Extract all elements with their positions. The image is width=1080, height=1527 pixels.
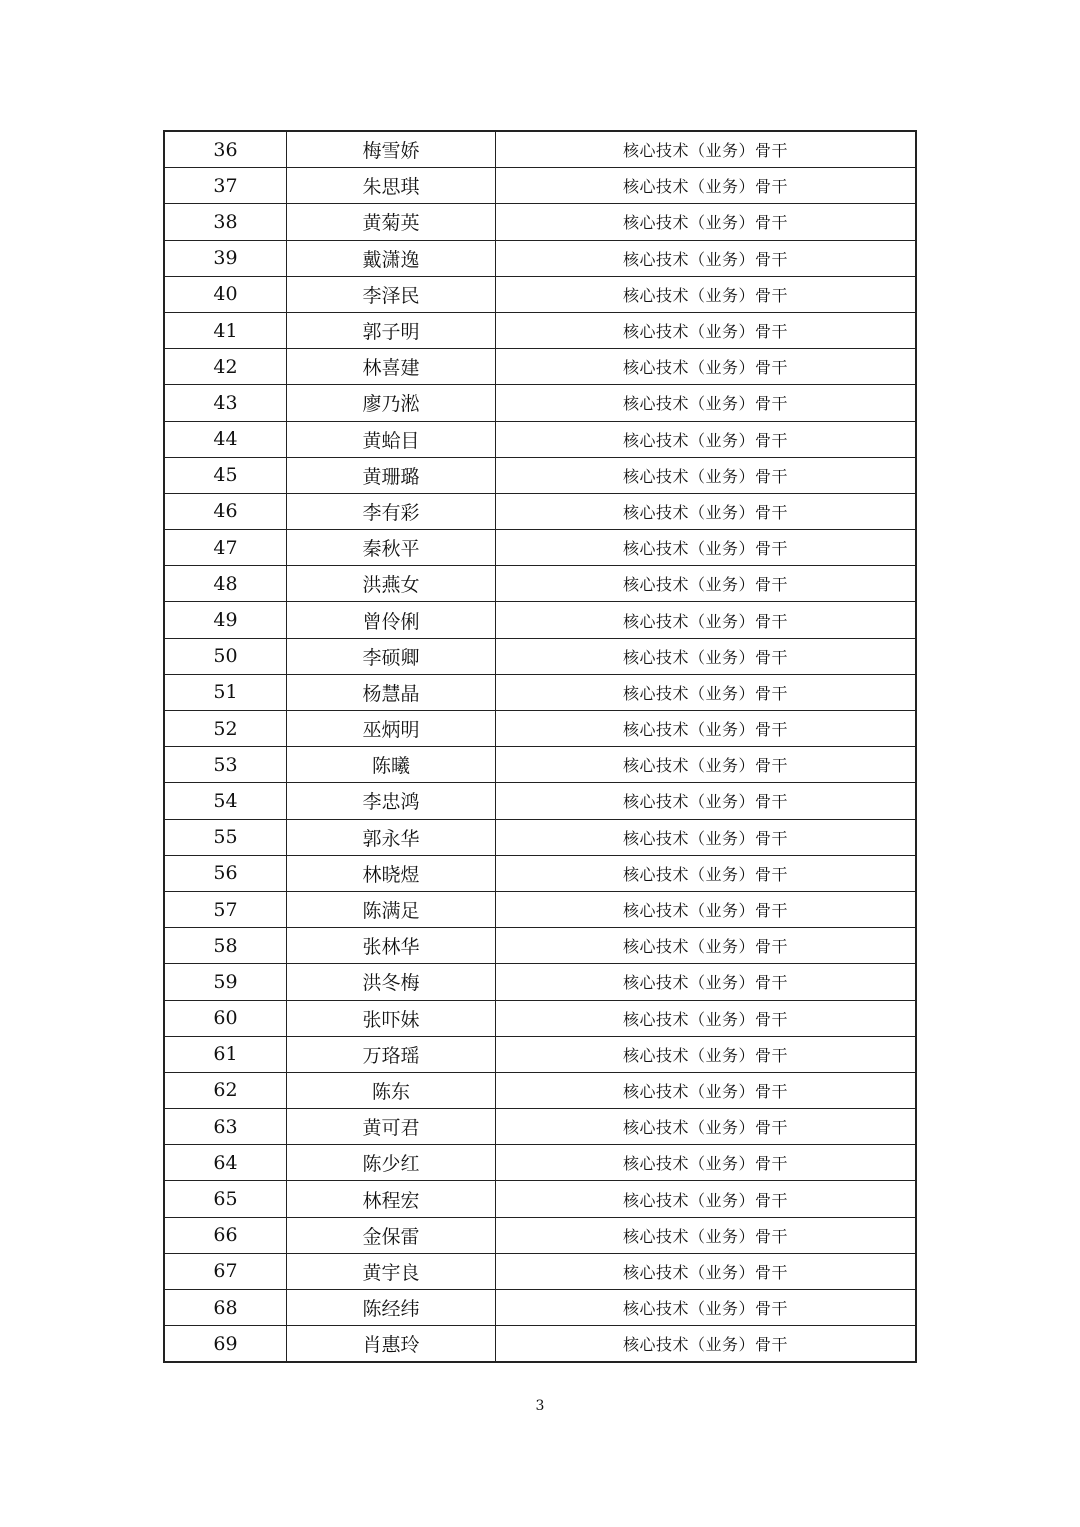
name-cell: 李泽民 [287,276,496,312]
name-cell: 陈满足 [287,891,496,927]
role-cell: 核心技术（业务）骨干 [496,964,917,1000]
row-number-cell: 66 [164,1217,287,1253]
table-row [164,1253,916,1289]
role-cell: 核心技术（业务）骨干 [496,457,917,493]
row-number-cell: 49 [164,602,287,638]
table-row [164,747,916,783]
row-number-cell: 53 [164,747,287,783]
row-number-cell: 69 [164,1326,287,1363]
table-row [164,674,916,710]
name-cell: 曾伶俐 [287,602,496,638]
role-cell: 核心技术（业务）骨干 [496,819,917,855]
name-cell: 洪燕女 [287,566,496,602]
name-cell: 陈经纬 [287,1290,496,1326]
roster-table [163,130,917,1363]
table-row [164,1000,916,1036]
name-cell: 黄宇良 [287,1253,496,1289]
table-row [164,928,916,964]
name-cell: 杨慧晶 [287,674,496,710]
name-cell: 洪冬梅 [287,964,496,1000]
role-cell: 核心技术（业务）骨干 [496,674,917,710]
name-cell: 朱思琪 [287,168,496,204]
row-number-cell: 47 [164,530,287,566]
row-number-cell: 50 [164,638,287,674]
row-number-cell: 38 [164,204,287,240]
table-row [164,855,916,891]
name-cell: 金保雷 [287,1217,496,1253]
table-row [164,1036,916,1072]
row-number-cell: 45 [164,457,287,493]
row-number-cell: 58 [164,928,287,964]
table-row [164,385,916,421]
table-row [164,240,916,276]
row-number-cell: 67 [164,1253,287,1289]
role-cell: 核心技术（业务）骨干 [496,204,917,240]
role-cell: 核心技术（业务）骨干 [496,747,917,783]
row-number-cell: 55 [164,819,287,855]
role-cell: 核心技术（业务）骨干 [496,1326,917,1363]
table-row [164,964,916,1000]
table-row [164,493,916,529]
row-number-cell: 39 [164,240,287,276]
role-cell: 核心技术（业务）骨干 [496,1072,917,1108]
table-row [164,457,916,493]
name-cell: 张吓妹 [287,1000,496,1036]
table-row [164,566,916,602]
table-row [164,638,916,674]
name-cell: 郭永华 [287,819,496,855]
name-cell: 林晓煜 [287,855,496,891]
name-cell: 李硕卿 [287,638,496,674]
role-cell: 核心技术（业务）骨干 [496,530,917,566]
row-number-cell: 46 [164,493,287,529]
role-cell: 核心技术（业务）骨干 [496,1217,917,1253]
role-cell: 核心技术（业务）骨干 [496,1290,917,1326]
name-cell: 戴潇逸 [287,240,496,276]
table-row [164,1109,916,1145]
name-cell: 巫炳明 [287,711,496,747]
table-row [164,783,916,819]
name-cell: 梅雪娇 [287,131,496,168]
role-cell: 核心技术（业务）骨干 [496,602,917,638]
name-cell: 林喜建 [287,349,496,385]
row-number-cell: 44 [164,421,287,457]
row-number-cell: 57 [164,891,287,927]
role-cell: 核心技术（业务）骨干 [496,131,917,168]
role-cell: 核心技术（业务）骨干 [496,891,917,927]
table-row [164,1326,916,1363]
table-row [164,530,916,566]
table-row [164,819,916,855]
table-row [164,312,916,348]
table-row [164,168,916,204]
row-number-cell: 65 [164,1181,287,1217]
row-number-cell: 40 [164,276,287,312]
row-number-cell: 61 [164,1036,287,1072]
name-cell: 黄菊英 [287,204,496,240]
name-cell: 张林华 [287,928,496,964]
table-row [164,1072,916,1108]
role-cell: 核心技术（业务）骨干 [496,240,917,276]
row-number-cell: 37 [164,168,287,204]
row-number-cell: 62 [164,1072,287,1108]
role-cell: 核心技术（业务）骨干 [496,385,917,421]
name-cell: 陈东 [287,1072,496,1108]
role-cell: 核心技术（业务）骨干 [496,1253,917,1289]
role-cell: 核心技术（业务）骨干 [496,421,917,457]
row-number-cell: 68 [164,1290,287,1326]
role-cell: 核心技术（业务）骨干 [496,638,917,674]
role-cell: 核心技术（业务）骨干 [496,1036,917,1072]
role-cell: 核心技术（业务）骨干 [496,928,917,964]
row-number-cell: 52 [164,711,287,747]
row-number-cell: 63 [164,1109,287,1145]
row-number-cell: 56 [164,855,287,891]
row-number-cell: 43 [164,385,287,421]
name-cell: 秦秋平 [287,530,496,566]
role-cell: 核心技术（业务）骨干 [496,711,917,747]
row-number-cell: 51 [164,674,287,710]
page-number: 3 [535,1398,545,1414]
name-cell: 黄珊璐 [287,457,496,493]
role-cell: 核心技术（业务）骨干 [496,168,917,204]
name-cell: 李忠鸿 [287,783,496,819]
name-cell: 陈曦 [287,747,496,783]
role-cell: 核心技术（业务）骨干 [496,783,917,819]
table-row [164,1217,916,1253]
role-cell: 核心技术（业务）骨干 [496,276,917,312]
row-number-cell: 41 [164,312,287,348]
role-cell: 核心技术（业务）骨干 [496,312,917,348]
role-cell: 核心技术（业务）骨干 [496,1181,917,1217]
row-number-cell: 42 [164,349,287,385]
table-row [164,204,916,240]
name-cell: 郭子明 [287,312,496,348]
table-row [164,1145,916,1181]
table-row [164,602,916,638]
row-number-cell: 54 [164,783,287,819]
table-row [164,421,916,457]
table-row [164,349,916,385]
table-row [164,711,916,747]
name-cell: 黄可君 [287,1109,496,1145]
row-number-cell: 60 [164,1000,287,1036]
name-cell: 李有彩 [287,493,496,529]
name-cell: 陈少红 [287,1145,496,1181]
name-cell: 林程宏 [287,1181,496,1217]
role-cell: 核心技术（业务）骨干 [496,566,917,602]
row-number-cell: 48 [164,566,287,602]
row-number-cell: 59 [164,964,287,1000]
table-row [164,1290,916,1326]
name-cell: 廖乃淞 [287,385,496,421]
table-row [164,131,916,168]
role-cell: 核心技术（业务）骨干 [496,1000,917,1036]
table-row [164,1181,916,1217]
row-number-cell: 36 [164,131,287,168]
role-cell: 核心技术（业务）骨干 [496,493,917,529]
name-cell: 万珞瑶 [287,1036,496,1072]
role-cell: 核心技术（业务）骨干 [496,349,917,385]
table-row [164,891,916,927]
name-cell: 肖惠玲 [287,1326,496,1363]
role-cell: 核心技术（业务）骨干 [496,855,917,891]
table-row [164,276,916,312]
roster-table-body [164,131,916,1362]
row-number-cell: 64 [164,1145,287,1181]
name-cell: 黄蛤目 [287,421,496,457]
role-cell: 核心技术（业务）骨干 [496,1145,917,1181]
role-cell: 核心技术（业务）骨干 [496,1109,917,1145]
